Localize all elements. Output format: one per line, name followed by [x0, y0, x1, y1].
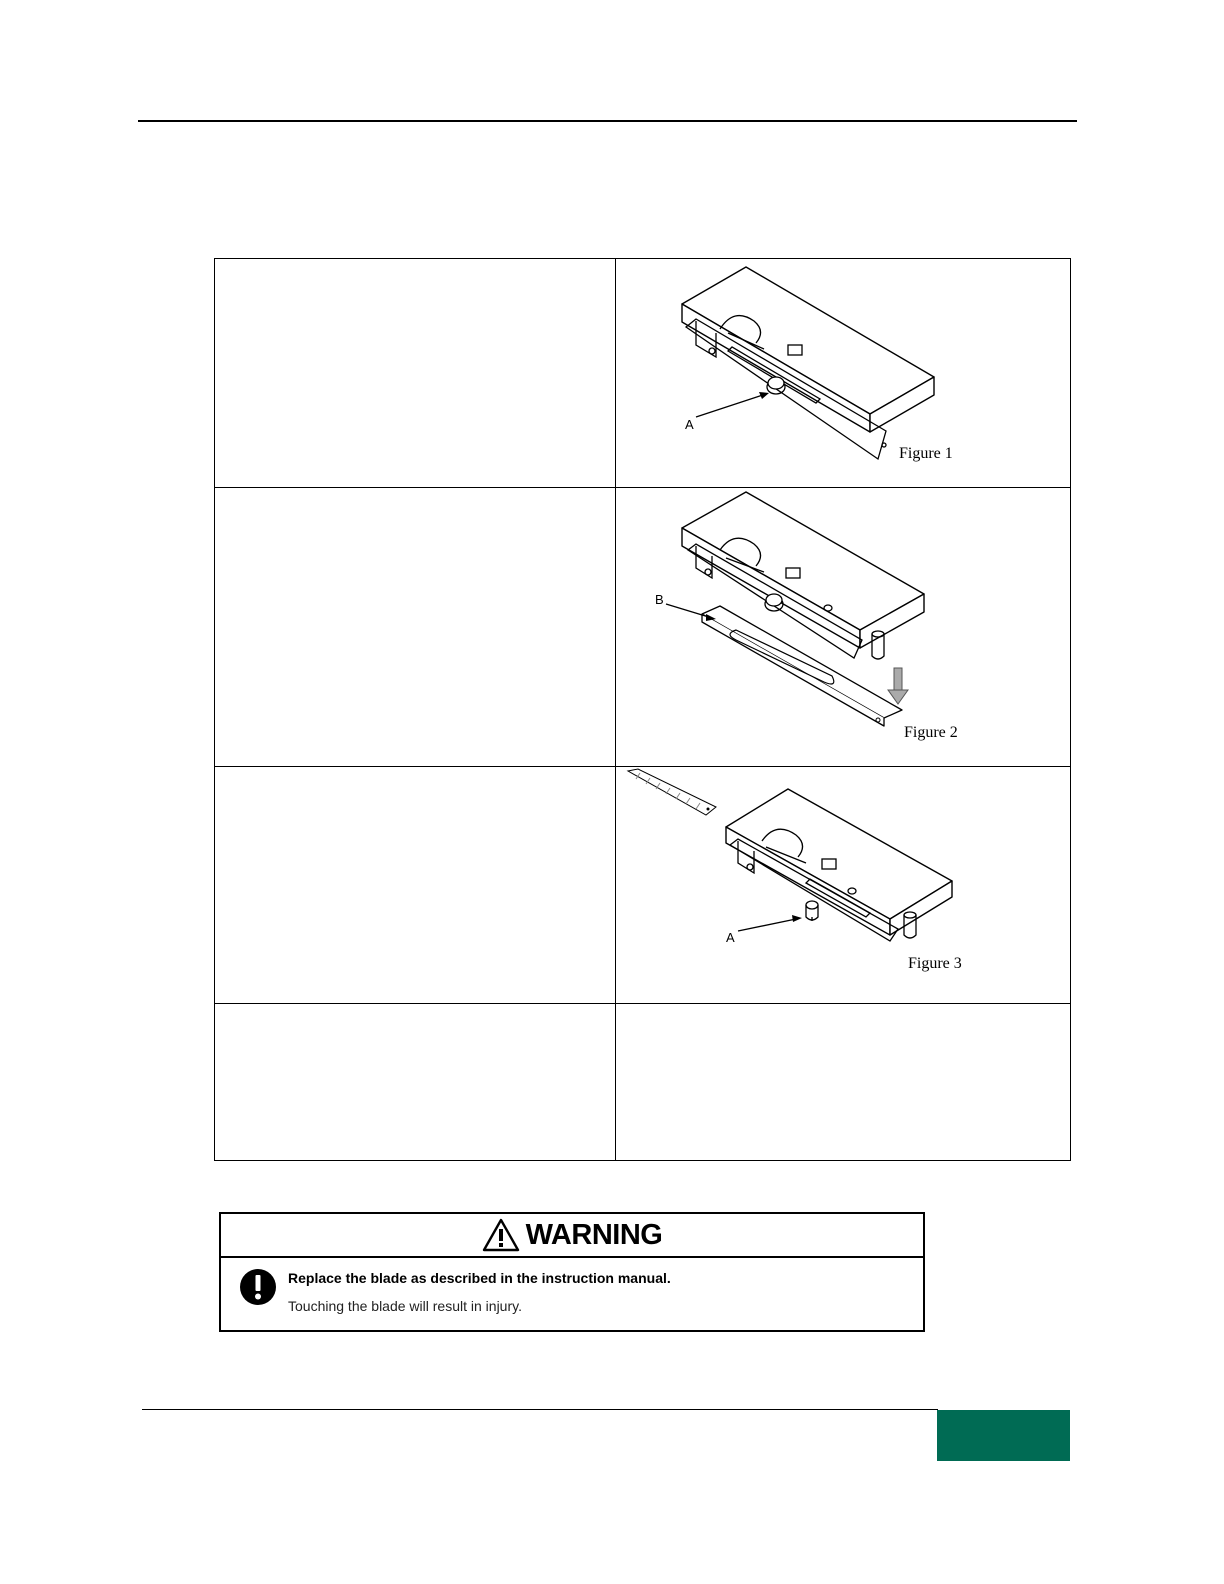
callout-label: B — [655, 592, 664, 607]
table-row — [215, 259, 1071, 488]
figure-caption: Figure 1 — [899, 445, 953, 462]
cutter-figure-1 — [616, 259, 1070, 487]
warning-title: WARNING — [525, 1218, 663, 1251]
figure-caption: Figure 3 — [908, 955, 962, 972]
footer-rule — [142, 1409, 938, 1410]
figure-cell — [616, 767, 1071, 1004]
figure-cell — [616, 1004, 1071, 1161]
step-text-cell — [215, 767, 616, 1004]
callout-label: A — [685, 417, 694, 432]
table-row — [215, 488, 1071, 767]
warning-instruction: Replace the blade as described in the instruction manual. — [288, 1270, 671, 1286]
figure-caption: Figure 2 — [904, 724, 958, 741]
step-text-cell — [215, 259, 616, 488]
step-text-cell — [215, 488, 616, 767]
warning-consequence: Touching the blade will result in injury. — [288, 1298, 522, 1314]
mandatory-action-icon — [239, 1268, 277, 1306]
footer-accent-block — [937, 1410, 1070, 1461]
warning-triangle-icon — [482, 1218, 520, 1252]
table-row — [215, 767, 1071, 1004]
cutter-figure-2 — [616, 488, 1070, 766]
figure-cell — [616, 259, 1071, 488]
procedure-table — [214, 258, 1071, 1161]
callout-label: A — [726, 930, 735, 945]
figure-cell — [616, 488, 1071, 767]
table-row — [215, 1004, 1071, 1161]
cutter-figure-3 — [616, 767, 1070, 1003]
warning-body — [221, 1258, 923, 1332]
warning-header — [221, 1214, 923, 1258]
header-rule — [138, 120, 1077, 122]
step-text-cell — [215, 1004, 616, 1161]
warning-box — [219, 1212, 925, 1332]
